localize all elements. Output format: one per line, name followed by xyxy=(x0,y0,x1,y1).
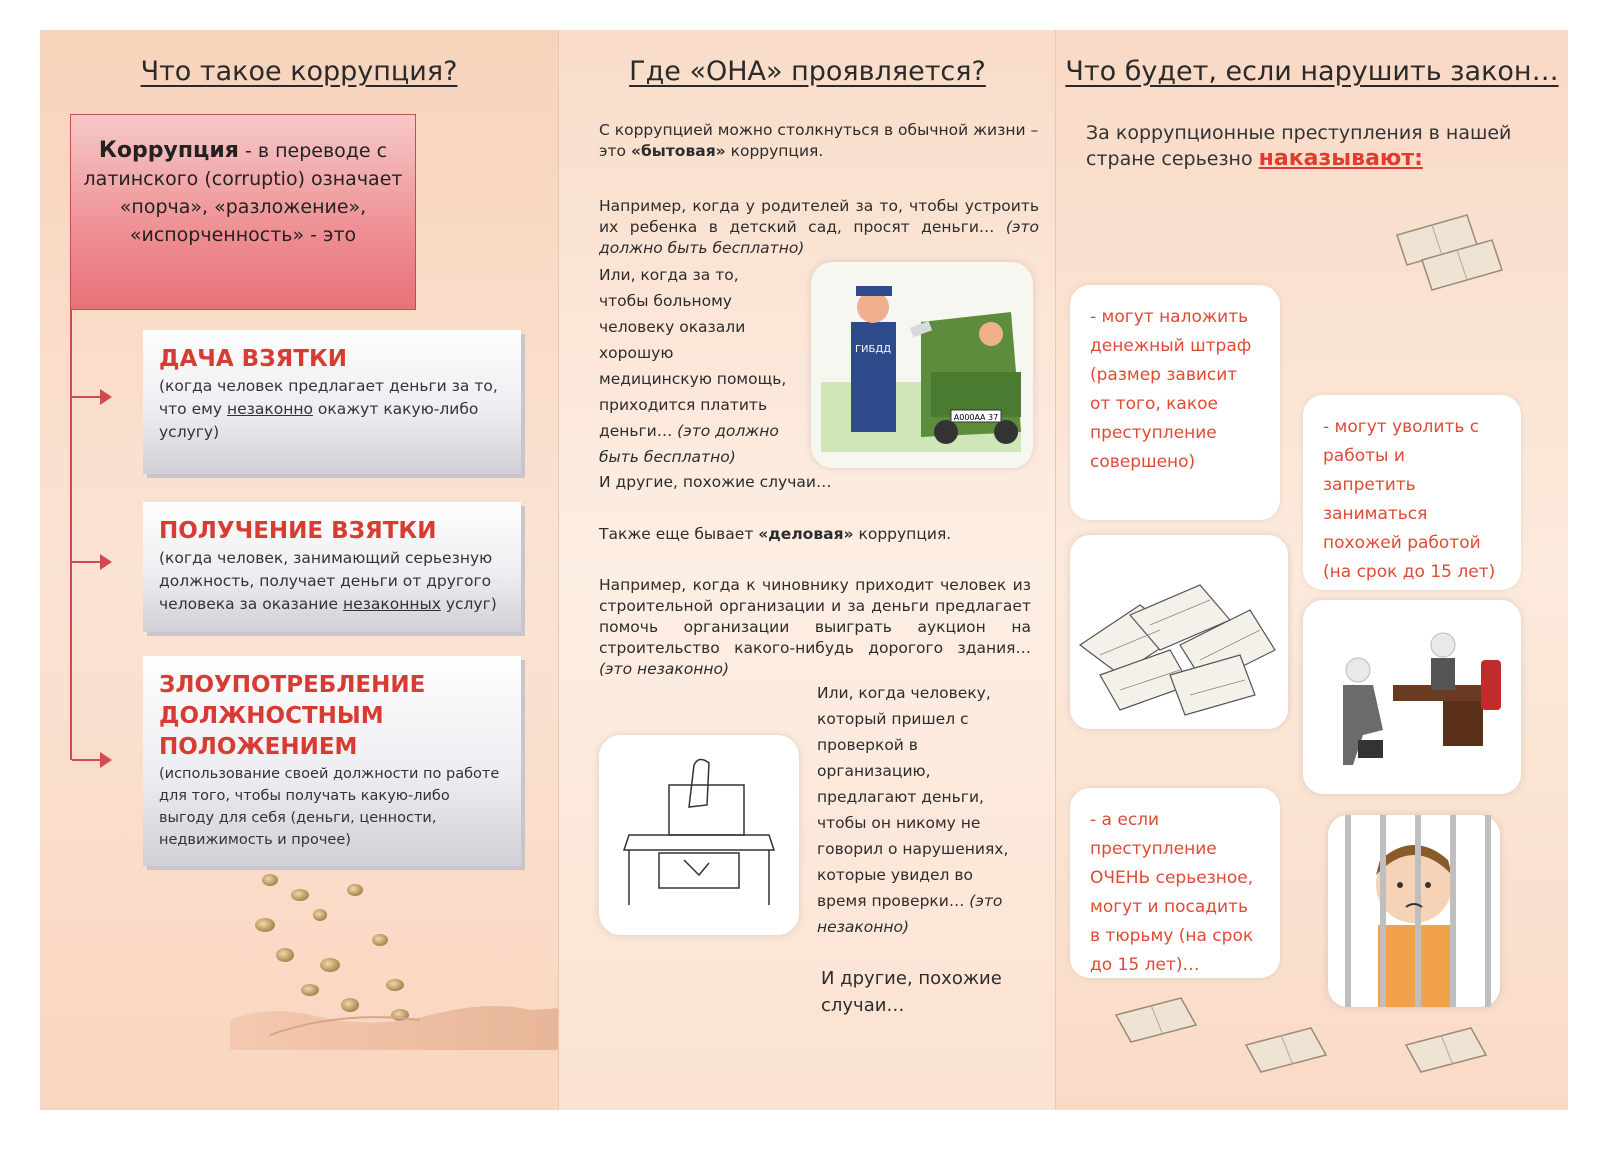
arrow-to-card-1 xyxy=(72,396,108,398)
panel-consequences xyxy=(1055,30,1568,1110)
penalty-fine-box: - могут наложить денежный штраф (размер зависит от того, какое преступление совершено) xyxy=(1070,285,1280,520)
definition-term: Коррупция xyxy=(98,138,239,163)
license-plate: А000АА 37 xyxy=(953,413,999,422)
paragraph-other-cases-1: И другие, похожие случаи… xyxy=(599,473,832,491)
paragraph-everyday: С коррупцией можно столкнуться в обычной жизни – это «бытовая» коррупция. xyxy=(599,121,1039,160)
card-bribe-taking xyxy=(143,502,521,632)
police-label: ГИБДД xyxy=(854,344,892,355)
definition-text: - в переводе с латинского (corruptio) означает «порча», «разложение», «испорченность» - это xyxy=(83,140,403,246)
money-stack-image xyxy=(1241,1020,1336,1080)
paragraph-construction: Например, когда к чиновнику приходит человек из строительной организации и за деньги предлагает помочь организации выиграть аукцион на строительство какого-нибудь дорогого здания… (это незаконно) xyxy=(599,576,1031,678)
arrow-to-card-2 xyxy=(72,561,108,563)
card-text: (когда человек предлагает деньги за то, что ему незаконно окажут какую-либо услугу) xyxy=(159,377,498,441)
panel-where-it-appears xyxy=(558,30,1056,1110)
card-text: (когда человек, занимающий серьезную должность, получает деньги от другого человека за оказание незаконных услуг) xyxy=(159,549,497,613)
definition-box xyxy=(70,114,416,310)
paragraph-kindergarten: Например, когда у родителей за то, чтобы устроить их ребенка в детский сад, просят деньги… (это должно быть бесплатно) xyxy=(599,197,1039,257)
panel3-title: Что будет, если нарушить закон… xyxy=(1065,56,1559,87)
card-heading: ПОЛУЧЕНИЕ ВЗЯТКИ xyxy=(159,518,437,544)
money-pile-image xyxy=(1070,535,1288,729)
card-text: (использование своей должности по работе для того, чтобы получать какую-либо выгоду для себя (деньги, ценности, недвижимость и прочее) xyxy=(159,766,500,848)
prison-illustration xyxy=(1328,815,1500,1007)
paragraph-other-cases-2: И другие, похожие случаи… xyxy=(821,968,1002,1016)
money-stack-image xyxy=(1392,205,1512,295)
card-heading: ДАЧА ВЗЯТКИ xyxy=(159,346,347,372)
paragraph-inspection: Или, когда человеку, который пришел с проверкой в организацию, предлагают деньги, чтобы он никому не говорил о нарушениях, которые увидел во время проверки… (это незаконно) xyxy=(817,684,1009,936)
desk-bribe-illustration xyxy=(599,735,799,935)
panel-what-is-corruption xyxy=(40,30,558,1110)
money-stack-image xyxy=(1111,990,1206,1050)
paragraph-business: Также еще бывает «деловая» коррупция. xyxy=(599,525,952,543)
traffic-police-illustration xyxy=(811,262,1033,468)
card-bribe-giving xyxy=(143,330,521,474)
card-heading: ЗЛОУПОТРЕБЛЕНИЕ ДОЛЖНОСТНЫМ ПОЛОЖЕНИЕМ xyxy=(159,672,426,760)
panel1-title: Что такое коррупция? xyxy=(140,56,458,87)
panel2-title: Где «ОНА» проявляется? xyxy=(629,56,986,87)
penalty-prison-box: - а если преступление ОЧЕНЬ серьезное, могут и посадить в тюрьму (на срок до 15 лет)… xyxy=(1070,788,1280,978)
paragraph-medical: Или, когда за то, чтобы больному человеку оказали хорошую медицинскую помощь, приходится платить деньги… (это должно быть бесплатно) xyxy=(599,266,787,466)
arrow-to-card-3 xyxy=(72,759,108,761)
dismissal-illustration xyxy=(1303,600,1521,794)
card-abuse-of-office xyxy=(143,656,521,866)
hands-with-coins-image xyxy=(230,870,560,1050)
punishment-lead: За коррупционные преступления в нашей стране серьезно наказывают: xyxy=(1086,122,1512,171)
connector-line xyxy=(70,310,72,760)
penalty-dismissal-box: - могут уволить с работы и запретить заниматься похожей работой (на срок до 15 лет) xyxy=(1303,395,1521,590)
brochure-sheet xyxy=(40,30,1567,1110)
money-stack-image xyxy=(1401,1020,1496,1080)
